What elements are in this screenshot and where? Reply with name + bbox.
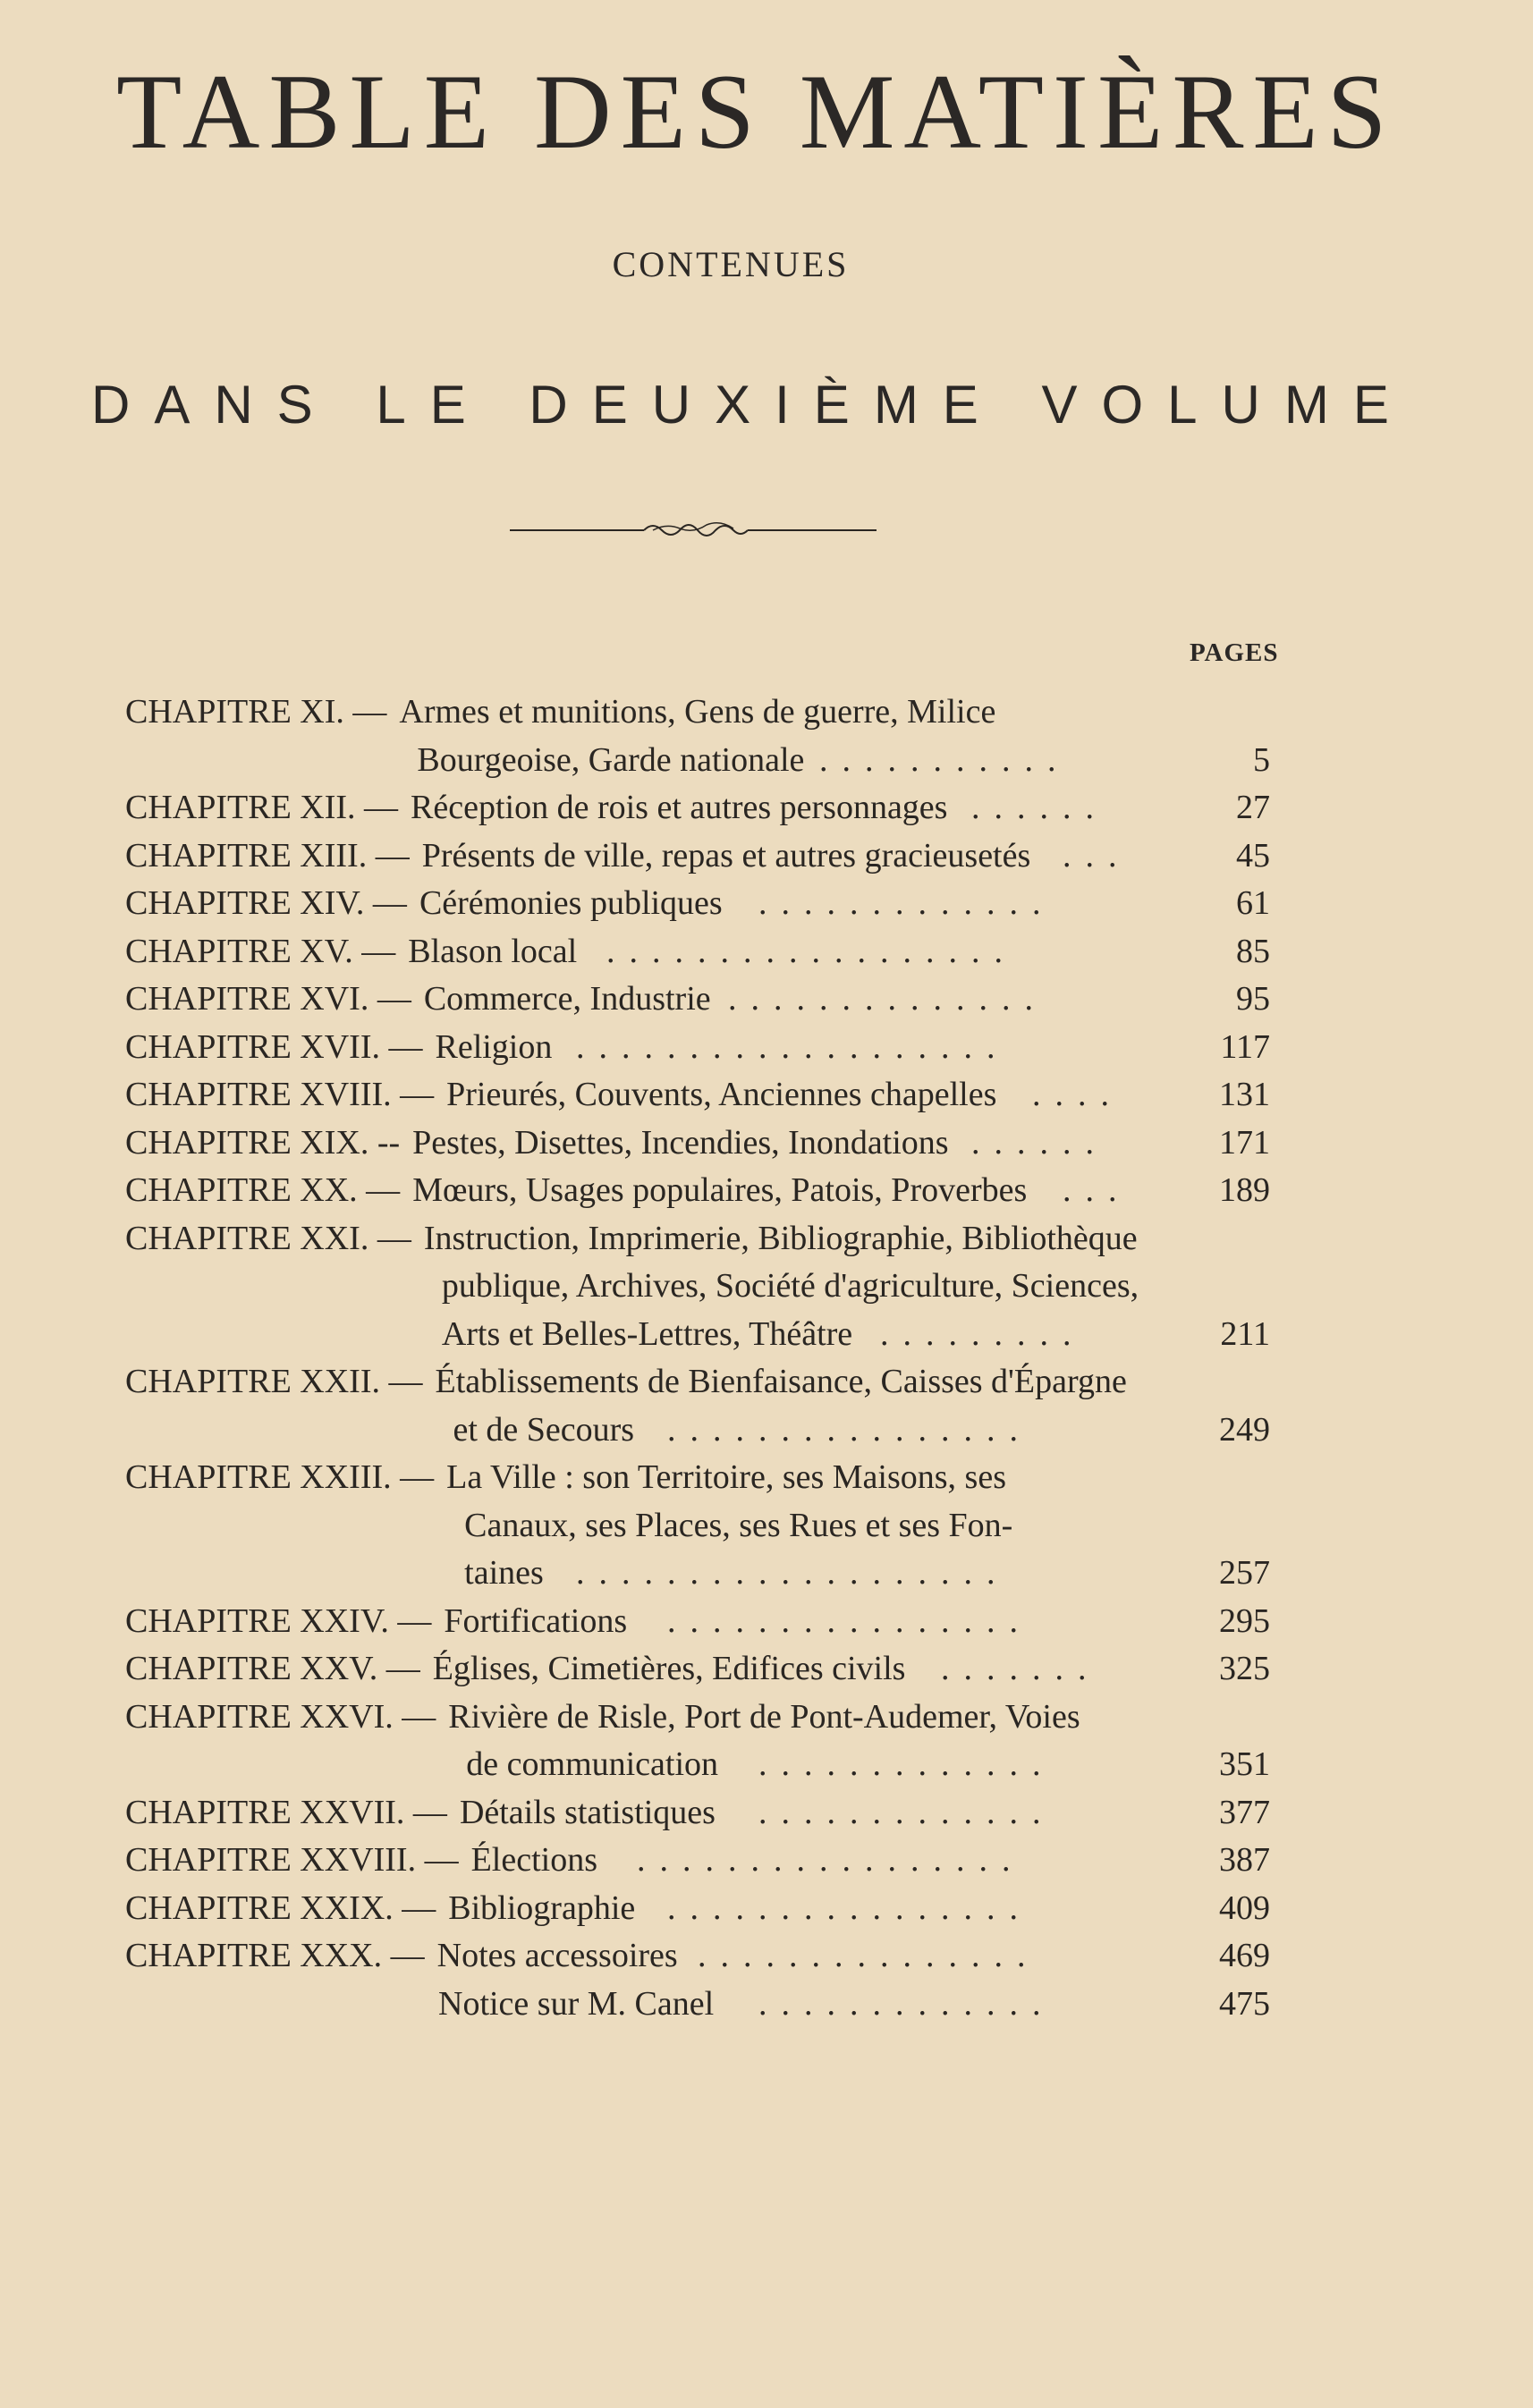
subtitle: CONTENUES xyxy=(612,244,850,284)
volume-line: DANS LE DEUXIÈME VOLUME xyxy=(91,375,1413,435)
toc-row xyxy=(125,737,1270,785)
chapter-heading: CHAPITRE XI. — xyxy=(125,693,387,731)
dot-leader: ... xyxy=(1063,1171,1131,1209)
page-number: 61 xyxy=(1236,884,1270,922)
dot-leader: ................. xyxy=(637,1841,1025,1879)
chapter-title-line: taines xyxy=(464,1554,544,1592)
pages-column-header: PAGES xyxy=(1190,638,1279,667)
dot-leader: ................... xyxy=(576,1027,1010,1066)
page-number: 469 xyxy=(1219,1937,1270,1974)
dot-leader: .................. xyxy=(606,932,1017,970)
chapter-title-line: Mœurs, Usages populaires, Patois, Proverbes xyxy=(412,1171,1028,1209)
toc-row xyxy=(125,1981,1270,2029)
chapter-title-line: Bourgeoise, Garde nationale xyxy=(417,740,805,779)
chapter-title-line: Élections xyxy=(470,1841,597,1879)
toc-row xyxy=(125,1598,1270,1646)
chapter-title-line: Églises, Cimetières, Edifices civils xyxy=(432,1650,906,1687)
chapter-heading: CHAPITRE XXV. — xyxy=(125,1650,420,1687)
toc-row xyxy=(125,1645,1270,1694)
page-number: 351 xyxy=(1219,1745,1270,1783)
chapter-heading: CHAPITRE XIV. — xyxy=(125,884,407,922)
toc-row xyxy=(125,1071,1270,1120)
page-number: 295 xyxy=(1219,1601,1270,1640)
chapter-title-line: Religion xyxy=(435,1027,553,1066)
chapter-heading: CHAPITRE XIII. — xyxy=(125,836,410,874)
toc-row xyxy=(125,928,1270,976)
chapter-heading: CHAPITRE XXVII. — xyxy=(125,1793,447,1831)
chapter-title-line: de communication xyxy=(466,1745,719,1783)
page-number: 377 xyxy=(1219,1793,1270,1831)
chapter-title-line: Blason local xyxy=(408,932,578,970)
toc-row xyxy=(125,784,1270,832)
dot-leader: .............. xyxy=(728,980,1047,1018)
toc-row xyxy=(125,1932,1270,1981)
chapter-title-line: Notice sur M. Canel xyxy=(438,1984,715,2023)
chapter-heading: CHAPITRE XXIX. — xyxy=(125,1888,436,1927)
dot-leader: ........... xyxy=(819,740,1071,779)
chapter-heading: CHAPITRE XVIII. — xyxy=(125,1076,435,1113)
chapter-title-line: Instruction, Imprimerie, Bibliographie, Bibliothèque xyxy=(423,1219,1138,1257)
chapter-heading: CHAPITRE XX. — xyxy=(125,1171,401,1209)
chapter-heading: CHAPITRE XXIII. — xyxy=(125,1458,435,1496)
chapter-heading: CHAPITRE XV. — xyxy=(125,932,396,970)
dot-leader: ............. xyxy=(758,1793,1055,1831)
chapter-heading: CHAPITRE XXVIII. — xyxy=(125,1841,459,1879)
page-title: TABLE DES MATIÈRES xyxy=(116,52,1396,171)
dot-leader: ...... xyxy=(971,1123,1108,1162)
chapter-title-line: Établissements de Bienfaisance, Caisses d'Épargne xyxy=(435,1363,1127,1400)
chapter-heading: CHAPITRE XII. — xyxy=(125,789,399,826)
toc-row xyxy=(125,1694,1270,1742)
dot-leader: ............. xyxy=(758,884,1055,922)
chapter-title-line: Prieurés, Couvents, Anciennes chapelles xyxy=(446,1076,997,1113)
toc-row xyxy=(125,1885,1270,1933)
chapter-heading: CHAPITRE XXX. — xyxy=(125,1937,425,1974)
chapter-title-line: Rivière de Risle, Port de Pont-Audemer, Voies xyxy=(448,1697,1080,1736)
dot-leader: ................ xyxy=(667,1410,1032,1449)
page-number: 189 xyxy=(1219,1171,1270,1209)
chapter-title-line: Armes et munitions, Gens de guerre, Milice xyxy=(399,693,996,731)
dot-leader: ............. xyxy=(758,1745,1055,1783)
toc-row xyxy=(125,880,1270,928)
chapter-heading: CHAPITRE XXII. — xyxy=(125,1363,423,1400)
page-number: 257 xyxy=(1219,1554,1270,1592)
chapter-title-line: Présents de ville, repas et autres gracieusetés xyxy=(421,836,1031,874)
toc-row xyxy=(125,1263,1270,1311)
chapter-title-line: Canaux, ses Places, ses Rues et ses Fon- xyxy=(464,1506,1013,1544)
page-number: 131 xyxy=(1219,1076,1270,1113)
chapter-heading: CHAPITRE XXIV. — xyxy=(125,1601,432,1640)
toc-row xyxy=(125,1789,1270,1838)
chapter-title-line: Pestes, Disettes, Incendies, Inondations xyxy=(412,1123,949,1162)
toc-row xyxy=(125,1120,1270,1168)
page-number: 325 xyxy=(1219,1650,1270,1687)
page-number: 171 xyxy=(1219,1123,1270,1162)
chapter-title-line: Détails statistiques xyxy=(459,1793,716,1831)
chapter-title-line: publique, Archives, Société d'agriculture, Sciences, xyxy=(441,1267,1139,1305)
ornament-divider-icon xyxy=(510,517,877,544)
toc-row xyxy=(125,832,1270,881)
dot-leader: ................ xyxy=(667,1601,1032,1640)
chapter-title-line: Commerce, Industrie xyxy=(423,980,711,1018)
toc-row xyxy=(125,1358,1270,1407)
dot-leader: ................ xyxy=(667,1888,1032,1927)
page-number: 475 xyxy=(1219,1984,1270,2023)
page-number: 409 xyxy=(1219,1888,1270,1927)
dot-leader: ......... xyxy=(880,1314,1086,1353)
dot-leader: .... xyxy=(1032,1076,1123,1113)
page-number: 249 xyxy=(1219,1410,1270,1449)
page-number: 211 xyxy=(1220,1314,1270,1353)
page-number: 45 xyxy=(1236,836,1270,874)
toc-row xyxy=(125,1311,1270,1359)
page-number: 85 xyxy=(1236,932,1270,970)
chapter-title-line: Cérémonies publiques xyxy=(419,884,723,922)
chapter-title-line: Fortifications xyxy=(444,1601,628,1640)
table-of-contents xyxy=(125,689,1270,2028)
toc-row xyxy=(125,1502,1270,1550)
chapter-title-line: Bibliographie xyxy=(448,1888,636,1927)
dot-leader: ............... xyxy=(698,1937,1040,1974)
chapter-title-line: Réception de rois et autres personnages xyxy=(411,789,948,826)
chapter-heading: CHAPITRE XVI. — xyxy=(125,980,411,1018)
chapter-title-line: Notes accessoires xyxy=(436,1937,678,1974)
chapter-heading: CHAPITRE XXI. — xyxy=(125,1219,411,1257)
chapter-title-line: La Ville : son Territoire, ses Maisons, ses xyxy=(446,1458,1006,1496)
page-number: 95 xyxy=(1236,980,1270,1018)
page-number: 117 xyxy=(1220,1027,1270,1066)
page-number: 387 xyxy=(1219,1841,1270,1879)
chapter-heading: CHAPITRE XIX. -- xyxy=(125,1123,401,1162)
chapter-heading: CHAPITRE XXVI. — xyxy=(125,1697,436,1736)
dot-leader: ...... xyxy=(971,789,1108,826)
dot-leader: ............. xyxy=(758,1984,1055,2023)
dot-leader: ................... xyxy=(576,1554,1010,1592)
toc-row xyxy=(125,976,1270,1024)
chapter-heading: CHAPITRE XVII. — xyxy=(125,1027,423,1066)
toc-row xyxy=(125,1741,1270,1789)
toc-row xyxy=(125,1837,1270,1885)
toc-row xyxy=(125,689,1270,737)
page-number: 5 xyxy=(1253,740,1270,779)
toc-row xyxy=(125,1167,1270,1215)
toc-row xyxy=(125,1407,1270,1455)
dot-leader: ... xyxy=(1063,836,1131,874)
toc-row xyxy=(125,1215,1270,1263)
dot-leader: ....... xyxy=(941,1650,1101,1687)
chapter-title-line: Arts et Belles-Lettres, Théâtre xyxy=(441,1314,853,1353)
page-number: 27 xyxy=(1236,789,1270,826)
toc-row xyxy=(125,1550,1270,1598)
chapter-title-line: et de Secours xyxy=(453,1410,635,1449)
toc-row xyxy=(125,1024,1270,1072)
toc-row xyxy=(125,1454,1270,1502)
